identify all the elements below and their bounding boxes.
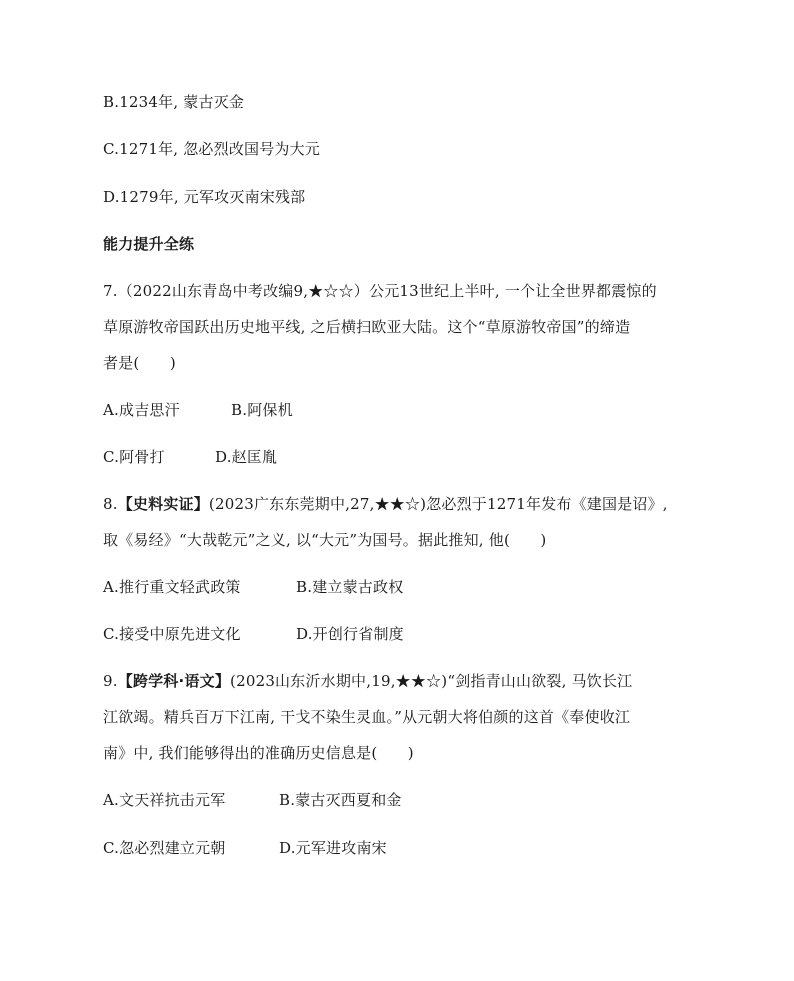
q9-option-a: A.文天祥抗击元军 bbox=[103, 791, 226, 809]
q7-stem-line1: 7.（2022山东青岛中考改编9,★☆☆）公元13世纪上半叶, 一个让全世界都震惊的 bbox=[103, 282, 657, 300]
q7-options-row2 bbox=[103, 447, 277, 467]
q8-tag: 【史料实证】 bbox=[117, 495, 209, 513]
q6-option-b: B.1234年, 蒙古灭金 bbox=[103, 93, 245, 111]
q9-stem-line1-text: (2023山东沂水期中,19,★★☆)“剑指青山山欲裂, 马饮长江 bbox=[230, 672, 633, 690]
q9-option-b: B.蒙古灭西夏和金 bbox=[279, 791, 402, 809]
q8-options-row2 bbox=[103, 624, 404, 644]
section-title: 能力提升全练 bbox=[103, 235, 195, 253]
q9-tag: 【跨学科·语文】 bbox=[117, 672, 231, 690]
q7-option-c: C.阿骨打 bbox=[103, 448, 165, 466]
q9-option-c: C.忽必烈建立元朝 bbox=[103, 839, 226, 857]
q6-option-d: D.1279年, 元军攻灭南宋残部 bbox=[103, 188, 306, 206]
q7-options-row1 bbox=[103, 400, 293, 420]
q8-stem-line1-text: (2023广东东莞期中,27,★★☆)忽必烈于1271年发布《建国是诏》, bbox=[208, 495, 668, 513]
q7-option-d: D.赵匡胤 bbox=[215, 448, 278, 466]
q9-options-row1 bbox=[103, 790, 402, 810]
q9-options-row2 bbox=[103, 838, 387, 858]
q9-stem-line1 bbox=[103, 671, 632, 691]
q8-option-a: A.推行重文轻武政策 bbox=[103, 578, 241, 596]
q8-stem-line2: 取《易经》“大哉乾元”之义, 以“大元”为国号。据此推知, 他( ) bbox=[103, 531, 547, 549]
q8-number: 8. bbox=[103, 495, 118, 513]
q6-option-c: C.1271年, 忽必烈改国号为大元 bbox=[103, 140, 321, 158]
q9-number: 9. bbox=[103, 672, 118, 690]
q7-stem-line2: 草原游牧帝国跃出历史地平线, 之后横扫欧亚大陆。这个“草原游牧帝国”的缔造 bbox=[103, 318, 631, 336]
q8-option-b: B.建立蒙古政权 bbox=[296, 578, 404, 596]
q9-option-d: D.元军进攻南宋 bbox=[279, 839, 387, 857]
q8-option-c: C.接受中原先进文化 bbox=[103, 625, 241, 643]
q7-option-a: A.成吉思汗 bbox=[103, 401, 180, 419]
q8-stem-line1 bbox=[103, 494, 668, 514]
q7-option-b: B.阿保机 bbox=[231, 401, 293, 419]
q8-option-d: D.开创行省制度 bbox=[296, 625, 404, 643]
q9-stem-line3: 南》中, 我们能够得出的准确历史信息是( ) bbox=[103, 744, 414, 762]
q7-stem-line3: 者是( ) bbox=[103, 354, 176, 372]
q9-stem-line2: 江欲竭。精兵百万下江南, 干戈不染生灵血。”从元朝大将伯颜的这首《奉使收江 bbox=[103, 708, 631, 726]
q8-options-row1 bbox=[103, 577, 403, 597]
